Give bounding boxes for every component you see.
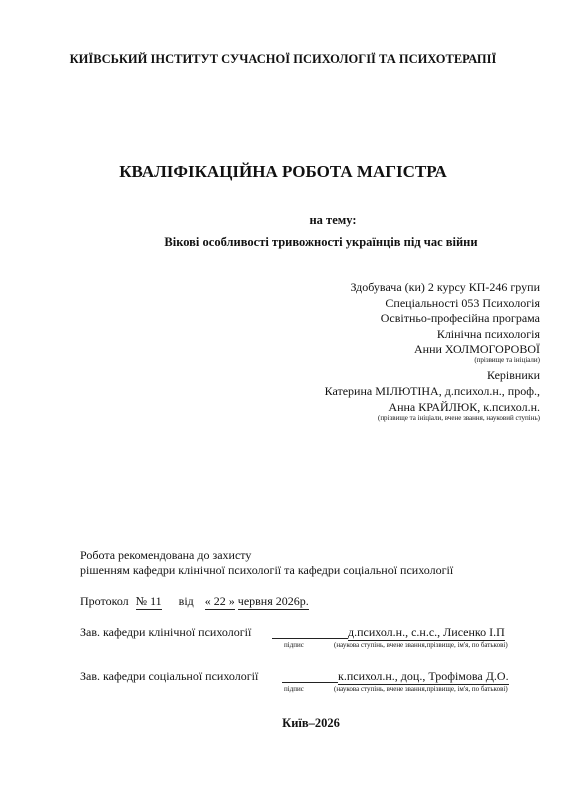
author-block — [325, 280, 540, 426]
supervisors-caption: (прізвище та ініціали, вчене звання, науковий ступінь) — [377, 413, 540, 422]
work-type-heading: КВАЛІФІКАЦІЙНА РОБОТА МАГІСТРА — [119, 162, 447, 181]
thesis-topic: Вікові особливості тривожності українців під час війни — [164, 235, 478, 249]
author-name-caption: (прізвище та ініціали) — [474, 356, 540, 364]
head2-value-caption: (наукова ступінь, вчене звання,прізвище, ім'я, по батькові) — [334, 685, 508, 693]
head1-label: Зав. кафедри клінічної психології — [80, 625, 252, 639]
on-topic-label: на тему: — [309, 213, 357, 227]
protocol-from: від — [178, 594, 194, 608]
head2-value: к.психол.н., доц., Трофімова Д.О. — [338, 669, 509, 683]
head2-label: Зав. кафедри соціальної психології — [80, 669, 259, 683]
supervisor-1: Катерина МІЛЮТІНА, д.психол.н., проф., — [324, 384, 540, 398]
author-line-program: Освітньо-професійна програма — [380, 311, 540, 325]
head1-signature-line — [272, 638, 348, 639]
author-name: Анни ХОЛМОГОРОВОЇ — [414, 342, 540, 356]
head1-value: д.психол.н., с.н.с., Лисенко І.П — [348, 625, 505, 639]
protocol-number: № 11 — [135, 594, 162, 608]
recommendation-line-1: Робота рекомендована до захисту — [80, 548, 252, 562]
protocol-day: « 22 » — [204, 594, 235, 608]
protocol-label: Протокол — [80, 594, 129, 608]
head1-value-caption: (наукова ступінь, вчене звання,прізвище, ім'я, по батькові) — [334, 641, 508, 649]
supervisors-label: Керівники — [487, 368, 540, 382]
protocol-line — [80, 594, 309, 610]
protocol-month-year: червня 2026р. — [237, 594, 309, 608]
city-year: Київ–2026 — [282, 716, 340, 730]
supervisor-2: Анна КРАЙЛЮК, к.психол.н. — [388, 399, 540, 414]
head1-sign-caption: підпис — [284, 641, 304, 649]
author-line-specialty: Спеціальності 053 Психологія — [385, 295, 540, 310]
author-line-course: Здобувача (ки) 2 курсу КП-246 групи — [350, 280, 540, 294]
author-line-program-name: Клінічна психологія — [436, 326, 540, 341]
institute-name: КИЇВСЬКИЙ ІНСТИТУТ СУЧАСНОЇ ПСИХОЛОГІЇ ТА ПСИХОТЕРАПІЇ — [69, 52, 497, 66]
head2-signature-line — [282, 682, 338, 683]
recommendation-line-2: рішенням кафедри клінічної психології та кафедри соціальної психології — [80, 563, 454, 577]
head2-sign-caption: підпис — [284, 685, 304, 693]
